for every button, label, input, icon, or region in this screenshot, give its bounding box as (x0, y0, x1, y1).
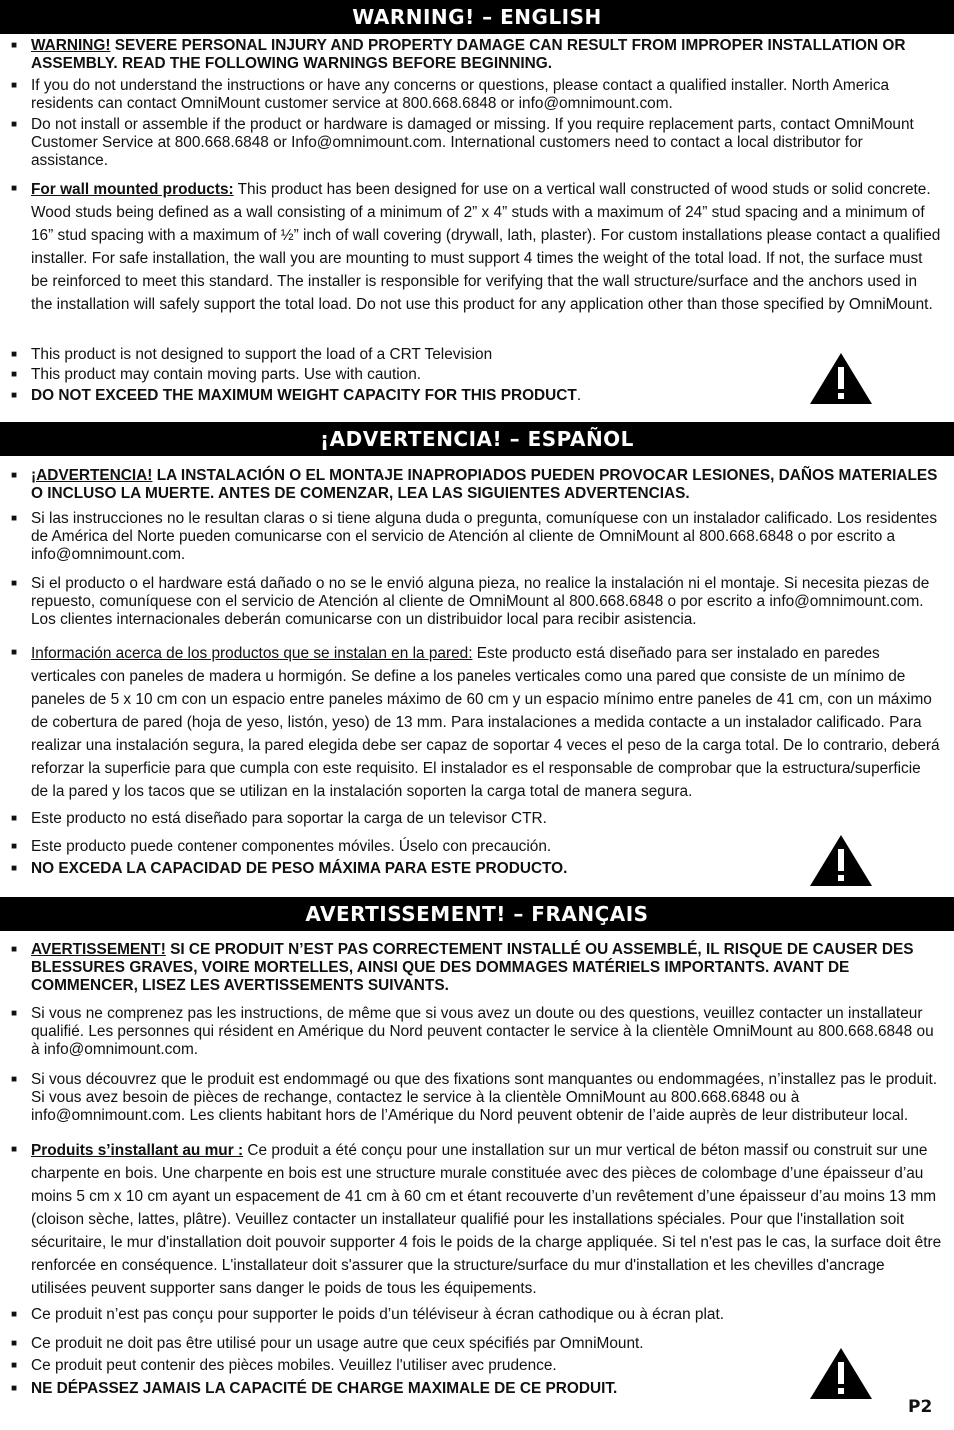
bullet-marker: ■ (11, 349, 18, 360)
warning-triangle-icon (808, 832, 874, 888)
french-wall-mount (31, 1139, 942, 1300)
section-header-spanish: ¡ADVERTENCIA! – ESPAÑOL (0, 422, 954, 456)
bullet-marker: ■ (11, 80, 18, 91)
warning-triangle-icon (808, 350, 874, 406)
spanish-main-warning (31, 467, 942, 503)
wall-lead: Produits s’installant au mur : (31, 1142, 244, 1159)
warning-lead: WARNING! (31, 37, 111, 54)
english-bullet-1: If you do not understand the instructions or have any concerns or questions, please contact a qualified installer. North America residents can contact OmniMount customer service at 800.668.6848 or info@omnimount.com. (31, 77, 890, 112)
bullet-marker: ■ (11, 863, 18, 874)
wall-lead: Información acerca de los productos que se instalan en la pared: (31, 645, 473, 662)
french-bullet-6: NE DÉPASSEZ JAMAIS LA CAPACITÉ DE CHARGE MAXIMALE DE CE PRODUIT. (31, 1380, 618, 1397)
warning-text: LA INSTALACIÓN O EL MONTAJE INAPROPIADOS PUEDEN PROVOCAR LESIONES, DAÑOS MATERIALES O INCLUSO LA MUERTE. ANTES DE COMENZAR, LEA LAS SIGUIENTES ADVERTENCIAS. (31, 467, 938, 502)
english-bullet-4: This product may contain moving parts. Use with caution. (31, 366, 422, 383)
warning-text: SEVERE PERSONAL INJURY AND PROPERTY DAMAGE CAN RESULT FROM IMPROPER INSTALLATION OR ASSEMBLY. READ THE FOLLOWING WARNINGS BEFORE BEGINNING. (31, 37, 906, 72)
french-main-warning (31, 941, 942, 995)
bullet-marker: ■ (11, 183, 18, 194)
section-header-french: AVERTISSEMENT! – FRANÇAIS (0, 897, 954, 931)
bullet-marker: ■ (11, 578, 18, 589)
bullet-marker: ■ (11, 813, 18, 824)
warning-lead: AVERTISSEMENT! (31, 941, 166, 958)
section-header-english: WARNING! – ENGLISH (0, 0, 954, 34)
bullet-marker: ■ (11, 841, 18, 852)
french-bullet-4: Ce produit ne doit pas être utilisé pour un usage autre que ceux spécifiés par OmniMount. (31, 1335, 644, 1352)
bullet-marker: ■ (11, 1383, 18, 1394)
bullet-marker: ■ (11, 1144, 18, 1155)
english-main-warning (31, 37, 942, 73)
french-bullet-3: Ce produit n’est pas conçu pour supporter le poids d’un téléviseur à écran cathodique ou à écran plat. (31, 1306, 725, 1323)
french-bullet-1: Si vous ne comprenez pas les instructions, de même que si vous avez un doute ou des questions, veuillez contacter un installateur qualifié. Les personnes qui résident en Amérique du Nord peuvent contacter le service à la clientèle OmniMount au 800.668.6848 ou à info@omnimount.com. (31, 1005, 934, 1058)
english-bullet-2: Do not install or assemble if the product or hardware is damaged or missing. If you require replacement parts, contact OmniMount Customer Service at 800.668.6848 or Info@omnimount.com. International customers need to contact a local distributor for assistance. (31, 116, 914, 169)
spanish-bullet-5: NO EXCEDA LA CAPACIDAD DE PESO MÁXIMA PARA ESTE PRODUCTO. (31, 860, 568, 877)
french-bullet-2: Si vous découvrez que le produit est endommagé ou que des fixations sont manquantes ou endommagées, n’installez pas le produit. Si vous avez besoin de pièces de rechange, contactez le service à la clientèle OmniMount au 800.668.6848 ou à info@omnimount.com. Les clients habitant hors de l’Amérique du Nord peuvent obtenir de l’aide auprès de leur distributeur local. (31, 1071, 938, 1124)
warning-triangle-icon (808, 1345, 874, 1401)
wall-text: This product has been designed for use on a vertical wall constructed of wood studs or solid concrete. Wood studs being defined as a wall consisting of a minimum of 2” x 4” studs with a maximum of 24” stud spacing and a minimum of 16” stud spacing with a maximum of ½” inch of wall covering (drywall, lath, plaster). For custom installations please contact a qualified installer. For safe installation, the wall you are mounting to must support 4 times the weight of the total load. If not, the surface must be reinforced to meet this standard. The installer is responsible for verifying that the wall structure/surface and the anchors used in the installation will safely support the total load. Do not use this product for any application other than those specified by OmniMount. (31, 181, 941, 313)
warning-lead: ¡ADVERTENCIA! (31, 467, 153, 484)
spanish-wall-mount (31, 642, 942, 803)
wall-text: Este producto está diseñado para ser instalado en paredes verticales con paneles de madera u hormigón. Se define a los paneles verticales como una pared que consiste de un mínimo de paneles de 5 x 10 cm con un espacio entre paneles máximo de 60 cm y un espacio mínimo entre paneles de 41 cm, con un máximo de cobertura de pared (hoja de yeso, listón, yeso) de 13 mm. Para instalaciones a medida contacte a un instalador calificado. Para realizar una instalación segura, la pared elegida debe ser capaz de soportar 4 veces el peso de la carga total. De lo contrario, deberá reforzar la superficie para que cumpla con este requisito. El instalador es el responsable de comprobar que la estructura/superficie de la pared y los tacos que se utilizan en la instalación soporten la carga total de manera segura. (31, 645, 940, 800)
warning-text: SI CE PRODUIT N’EST PAS CORRECTEMENT INSTALLÉ OU ASSEMBLÉ, IL RISQUE DE CAUSER DES BLESSURES GRAVES, VOIRE MORTELLES, AINSI QUE DES DOMMAGES MATÉRIELS IMPORTANTS. AVANT DE COMMENCER, LISEZ LES AVERTISSEMENTS SUIVANTS. (31, 941, 914, 994)
spanish-bullet-2: Si el producto o el hardware está dañado o no se le envió alguna pieza, no realice la instalación ni el montaje. Si necesita piezas de repuesto, comuníquese con el servicio de Atención al cliente de OmniMount al 800.668.6848 o por escrito a info@omnimount.com. Los clientes internacionales deberán comunicarse con un distribuidor local para recibir asistencia. (31, 575, 930, 628)
spanish-bullet-1: Si las instrucciones no le resultan claras o si tiene alguna duda o pregunta, comuníquese con un instalador calificado. Los residentes de América del Norte pueden comunicarse con el servicio de Atención al cliente de OmniMount al 800.668.6848 o por escrito a info@omnimount.com. (31, 510, 938, 563)
wall-lead: For wall mounted products: (31, 181, 234, 198)
max-weight-period: . (576, 387, 582, 404)
max-weight-text: DO NOT EXCEED THE MAXIMUM WEIGHT CAPACITY FOR THIS PRODUCT (31, 387, 577, 404)
bullet-marker: ■ (11, 513, 18, 524)
bullet-marker: ■ (11, 944, 18, 955)
english-wall-mount (31, 178, 942, 316)
bullet-marker: ■ (11, 1338, 18, 1349)
page-number: P2 (908, 1397, 933, 1417)
bullet-marker: ■ (11, 40, 18, 51)
bullet-marker: ■ (11, 1008, 18, 1019)
bullet-marker: ■ (11, 470, 18, 481)
bullet-marker: ■ (11, 1360, 18, 1371)
french-bullet-5: Ce produit peut contenir des pièces mobiles. Veuillez l'utiliser avec prudence. (31, 1357, 557, 1374)
wall-text: Ce produit a été conçu pour une installation sur un mur vertical de béton massif ou construit sur une charpente en bois. Une charpente en bois est une structure murale constituée avec des pièces de colombage d’une épaisseur d’au moins 5 cm x 10 cm ayant un espacement de 41 cm à 60 cm et étant recouverte d’un revêtement d’une épaisseur d’au moins 13 mm (cloison sèche, lattes, plâtre). Veuillez contacter un installateur qualifié pour les installations spéciales. Pour que l'installation soit sécuritaire, le mur d'installation doit pouvoir supporter 4 fois le poids de la charge appliquée. Si tel n'est pas le cas, la surface doit être renforcée en conséquence. L'installateur doit s'assurer que la structure/surface du mur d'installation et les chevilles d'ancrage utilisées peuvent supporter sans danger le poids de tous les équipements. (31, 1142, 942, 1297)
spanish-bullet-3: Este producto no está diseñado para soportar la carga de un televisor CTR. (31, 810, 547, 827)
bullet-marker: ■ (11, 390, 18, 401)
spanish-bullet-4: Este producto puede contener componentes móviles. Úselo con precaución. (31, 838, 552, 855)
bullet-marker: ■ (11, 1309, 18, 1320)
bullet-marker: ■ (11, 647, 18, 658)
bullet-marker: ■ (11, 1074, 18, 1085)
bullet-marker: ■ (11, 369, 18, 380)
bullet-marker: ■ (11, 119, 18, 130)
english-bullet-3: This product is not designed to support the load of a CRT Television (31, 346, 493, 363)
english-bullet-5 (31, 387, 794, 405)
